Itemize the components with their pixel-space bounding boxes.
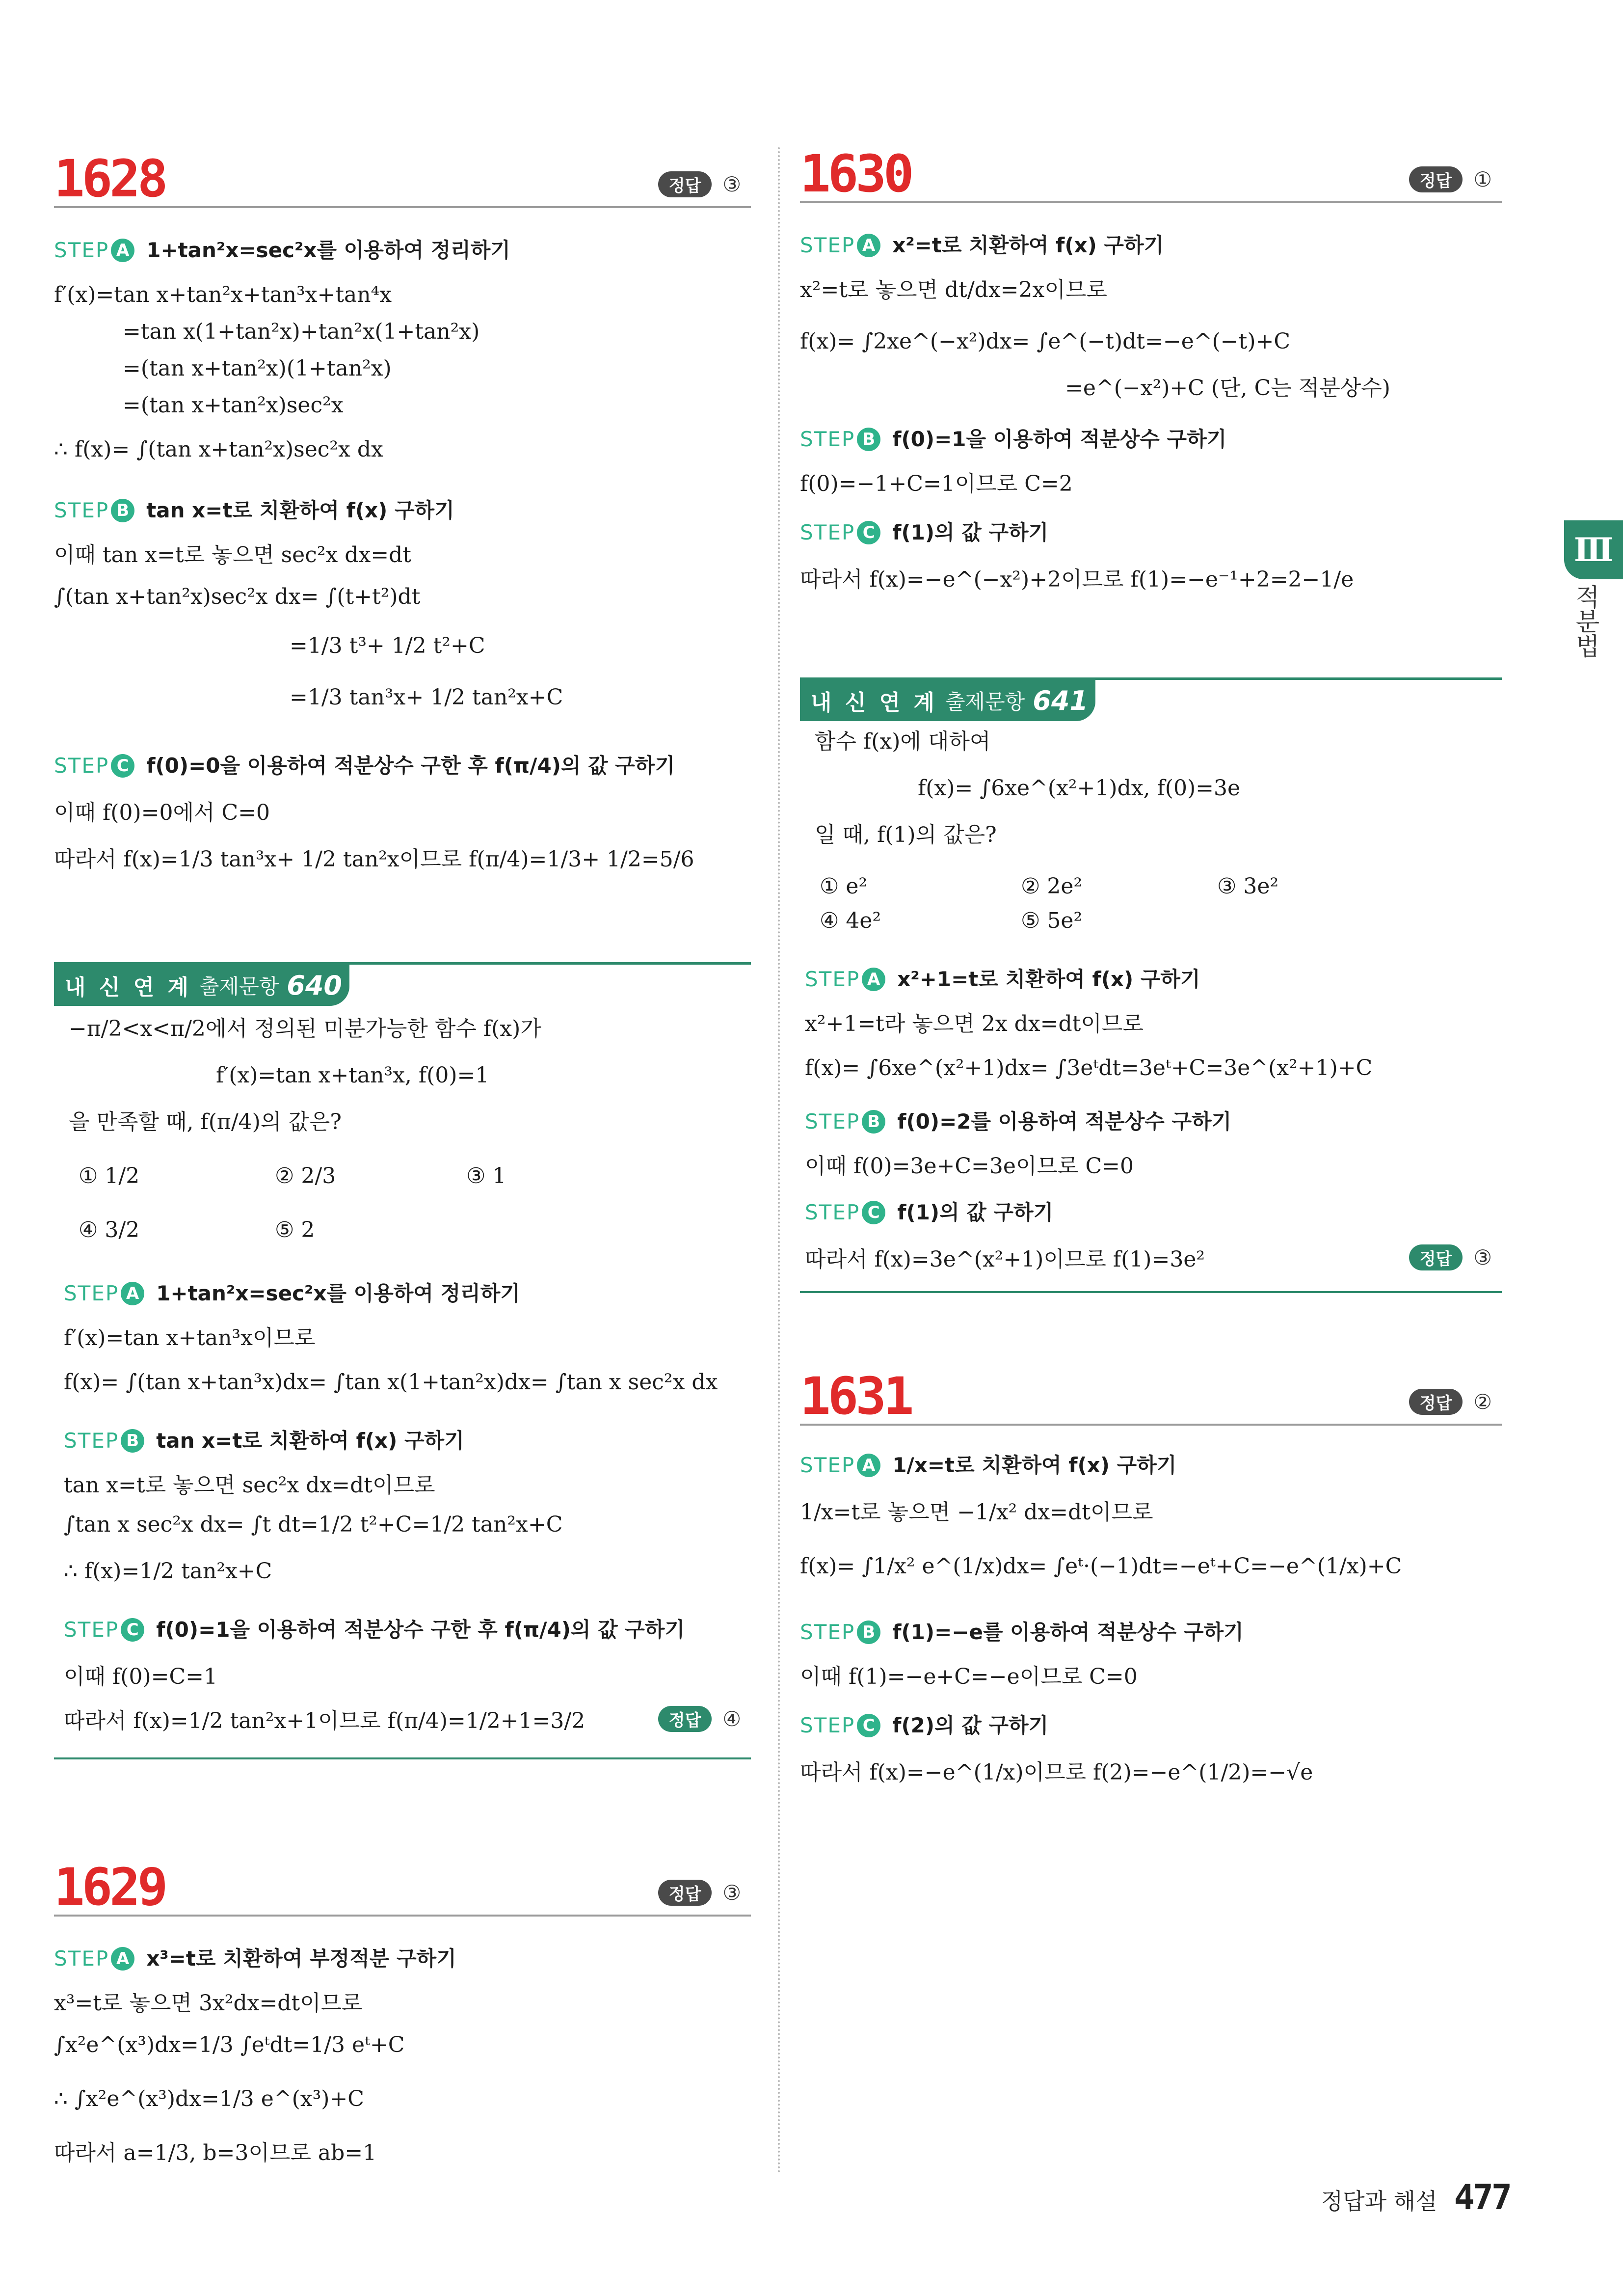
step-title: 1+tan²x=sec²x를 이용하여 정리하기 (156, 1281, 520, 1305)
step-b-heading (64, 1429, 464, 1453)
step-a-heading (64, 1281, 520, 1306)
answer-value: ③ (722, 172, 741, 196)
step-label: STEP (54, 238, 109, 262)
step-label: STEP (64, 1618, 119, 1642)
step-b-heading (800, 427, 1226, 452)
equation-line: 1/x=t로 놓으면 −1/x² dx=dt이므로 (800, 1500, 1153, 1525)
step-title: tan x=t로 치환하여 f(x) 구하기 (146, 498, 454, 522)
step-letter-badge: B (857, 1621, 880, 1644)
step-label: STEP (800, 1713, 855, 1737)
problem-1630 (800, 144, 1502, 592)
step-c-heading (54, 754, 675, 778)
answer-badge: 정답 (1409, 1389, 1463, 1415)
answer-indicator (1409, 1389, 1492, 1415)
equation-line: ∴ f(x)=1/2 tan²x+C (64, 1559, 272, 1584)
banner-number: 640 (287, 970, 343, 1001)
step-title: x²=t로 치환하여 f(x) 구하기 (892, 233, 1164, 257)
problem-number: 1629 (54, 1857, 165, 1917)
question-line: f′(x)=tan x+tan³x, f(0)=1 (216, 1063, 489, 1088)
answer-indicator (658, 1880, 741, 1906)
related-problem-banner (800, 677, 1502, 729)
step-letter-badge: A (121, 1282, 144, 1305)
problem-header (800, 1365, 1502, 1426)
related-problem-banner (54, 962, 751, 1014)
answer-indicator (658, 171, 741, 197)
equation-line: 이때 f(0)=C=1 (64, 1664, 217, 1689)
choice-3[interactable]: ③ 3e² (1217, 874, 1279, 899)
related-problem-640 (54, 962, 751, 1777)
step-label: STEP (54, 1946, 109, 1971)
choice-3[interactable]: ③ 1 (466, 1163, 506, 1189)
step-title: 1/x=t로 치환하여 f(x) 구하기 (892, 1453, 1177, 1477)
answer-badge: 정답 (658, 171, 712, 197)
equation-line: 따라서 f(x)=1/3 tan³x+ 1/2 tan²x이므로 f(π/4)=1/3+ 1/2=5/6 (54, 847, 694, 872)
answer-value: ② (1473, 1390, 1492, 1414)
step-b-heading (805, 1109, 1231, 1134)
equation-line: ∫x²e^(x³)dx=1/3 ∫eᵗdt=1/3 eᵗ+C (54, 2032, 405, 2057)
equation-line: =e^(−x²)+C (단, C는 적분상수) (1065, 376, 1390, 401)
equation-line: x²+1=t라 놓으면 2x dx=dt이므로 (805, 1011, 1144, 1036)
question-line: 을 만족할 때, f(π/4)의 값은? (69, 1109, 342, 1134)
footer-label: 정답과 해설 (1321, 2188, 1437, 2215)
choice-4[interactable]: ④ 3/2 (79, 1217, 140, 1243)
step-title: f(0)=1을 이용하여 적분상수 구한 후 f(π/4)의 값 구하기 (156, 1618, 685, 1642)
answer-value: ④ (722, 1707, 741, 1731)
equation-line: 이때 tan x=t로 놓으면 sec²x dx=dt (54, 542, 411, 567)
step-letter-badge: B (857, 428, 880, 451)
equation-line: f(0)=−1+C=1이므로 C=2 (800, 471, 1073, 496)
step-label: STEP (805, 967, 860, 991)
equation-line: f(x)= ∫2xe^(−x²)dx= ∫e^(−t)dt=−e^(−t)+C (800, 329, 1291, 354)
column-divider (778, 147, 780, 2175)
step-letter-badge: C (862, 1201, 885, 1224)
equation-line: ∫tan x sec²x dx= ∫t dt=1/2 t²+C=1/2 tan²x+C (64, 1512, 563, 1537)
banner-number: 641 (1033, 685, 1089, 716)
step-label: STEP (800, 520, 855, 544)
step-title: f(0)=0을 이용하여 적분상수 구한 후 f(π/4)의 값 구하기 (146, 754, 675, 778)
step-title: f(0)=1을 이용하여 적분상수 구하기 (892, 427, 1227, 451)
choice-5[interactable]: ⑤ 2 (275, 1217, 315, 1243)
equation-line: =1/3 tan³x+ 1/2 tan²x+C (290, 685, 563, 710)
equation-line: ∴ f(x)= ∫(tan x+tan²x)sec²x dx (54, 437, 383, 462)
step-letter-badge: C (857, 521, 880, 544)
equation-line: ∴ ∫x²e^(x³)dx=1/3 e^(x³)+C (54, 2086, 364, 2111)
step-title: f(1)의 값 구하기 (892, 520, 1049, 544)
equation-line: f′(x)=tan x+tan³x이므로 (64, 1325, 316, 1351)
problem-header (54, 1856, 751, 1917)
step-title: 1+tan²x=sec²x를 이용하여 정리하기 (146, 238, 510, 262)
page-footer (1321, 2177, 1510, 2217)
step-label: STEP (800, 1453, 855, 1477)
equation-line: x²=t로 놓으면 dt/dx=2x이므로 (800, 277, 1107, 302)
equation-line: f(x)= ∫1/x² e^(1/x)dx= ∫eᵗ·(−1)dt=−eᵗ+C=−e^(1/x)+C (800, 1554, 1402, 1579)
related-problem-641 (800, 677, 1502, 1463)
step-title: x²+1=t로 치환하여 f(x) 구하기 (897, 967, 1200, 991)
step-letter-badge: B (111, 499, 134, 522)
step-title: f(1)=−e를 이용하여 적분상수 구하기 (892, 1620, 1244, 1644)
step-label: STEP (64, 1429, 119, 1453)
related-problem-tab (54, 965, 349, 1006)
step-c-heading (805, 1200, 1053, 1225)
answer-value: ① (1473, 167, 1492, 191)
equation-line: =tan x(1+tan²x)+tan²x(1+tan²x) (123, 319, 480, 344)
equation-line: f(x)= ∫(tan x+tan³x)dx= ∫tan x(1+tan²x)dx= ∫tan x sec²x dx (64, 1370, 718, 1395)
equation-line: f′(x)=tan x+tan²x+tan³x+tan⁴x (54, 282, 392, 307)
banner-subtitle: 출제문항 (945, 690, 1025, 714)
answer-badge: 정답 (1409, 1244, 1463, 1270)
answer-indicator (1409, 1244, 1492, 1270)
chapter-label: 적분법 (1571, 584, 1600, 658)
problem-header (800, 144, 1502, 204)
answer-value: ③ (722, 1881, 741, 1905)
banner-title: 내 신 연 계 (811, 690, 937, 715)
problem-number: 1631 (800, 1366, 911, 1426)
question-line: 함수 f(x)에 대하여 (815, 729, 991, 754)
step-a-heading (54, 238, 510, 263)
equation-line: =1/3 t³+ 1/2 t²+C (290, 633, 485, 658)
answer-value: ③ (1473, 1245, 1492, 1270)
step-letter-badge: A (857, 1454, 880, 1477)
banner-subtitle: 출제문항 (199, 974, 279, 999)
step-label: STEP (54, 498, 109, 522)
equation-line: 따라서 f(x)=3e^(x²+1)이므로 f(1)=3e² (805, 1247, 1205, 1272)
step-title: f(1)의 값 구하기 (897, 1200, 1054, 1224)
step-b-heading (800, 1620, 1244, 1645)
step-title: f(2)의 값 구하기 (892, 1713, 1049, 1737)
related-problem-tab (800, 680, 1095, 721)
equation-line: 이때 f(1)=−e+C=−e이므로 C=0 (800, 1664, 1138, 1689)
problem-header (54, 147, 751, 208)
step-letter-badge: A (862, 968, 885, 991)
step-label: STEP (64, 1281, 119, 1305)
step-letter-badge: C (857, 1714, 880, 1737)
step-c-heading (800, 520, 1048, 545)
equation-line: 따라서 f(x)=−e^(−x²)+2이므로 f(1)=−e⁻¹+2=2−1/e (800, 567, 1354, 592)
question-line: 일 때, f(1)의 값은? (815, 822, 997, 847)
choice-4[interactable]: ④ 4e² (820, 908, 881, 933)
answer-indicator (658, 1706, 741, 1732)
step-letter-badge: B (121, 1429, 144, 1453)
problem-1629 (54, 1856, 751, 2165)
equation-line: 따라서 f(x)=1/2 tan²x+1이므로 f(π/4)=1/2+1=3/2 (64, 1708, 585, 1733)
answer-badge: 정답 (658, 1706, 712, 1732)
step-a-heading (54, 1946, 456, 1971)
problem-number: 1628 (54, 149, 165, 209)
step-label: STEP (54, 754, 109, 778)
page-number: 477 (1454, 2177, 1510, 2217)
section-end-rule (54, 1757, 751, 1759)
step-letter-badge: C (121, 1618, 144, 1642)
chapter-tab[interactable]: Ⅲ (1564, 520, 1623, 579)
answer-badge: 정답 (1409, 166, 1463, 192)
equation-line: x³=t로 놓으면 3x²dx=dt이므로 (54, 1991, 363, 2016)
step-label: STEP (800, 1620, 855, 1644)
step-b-heading (54, 498, 454, 523)
problem-1631 (800, 1365, 1502, 1785)
equation-line: =(tan x+tan²x)(1+tan²x) (123, 356, 392, 381)
step-a-heading (800, 1453, 1176, 1478)
equation-line: =(tan x+tan²x)sec²x (123, 393, 344, 418)
problem-1628 (54, 147, 751, 872)
step-title: tan x=t로 치환하여 f(x) 구하기 (156, 1429, 464, 1453)
equation-line: f(x)= ∫6xe^(x²+1)dx= ∫3eᵗdt=3eᵗ+C=3e^(x²+1)+C (805, 1055, 1373, 1080)
step-c-heading (800, 1713, 1048, 1738)
step-title: f(0)=2를 이용하여 적분상수 구하기 (897, 1109, 1232, 1134)
choice-2[interactable]: ② 2e² (1021, 874, 1083, 899)
choice-5[interactable]: ⑤ 5e² (1021, 908, 1083, 933)
answer-indicator (1409, 166, 1492, 192)
step-a-heading (800, 233, 1164, 258)
step-title: x³=t로 치환하여 부정적분 구하기 (146, 1946, 456, 1971)
step-label: STEP (805, 1109, 860, 1134)
equation-line: 따라서 a=1/3, b=3이므로 ab=1 (54, 2140, 377, 2165)
equation-line: 이때 f(0)=3e+C=3e이므로 C=0 (805, 1154, 1134, 1179)
choice-1[interactable]: ① e² (820, 874, 868, 899)
equation-line: 따라서 f(x)=−e^(1/x)이므로 f(2)=−e^(1/2)=−√e (800, 1760, 1313, 1785)
equation-line: tan x=t로 놓으면 sec²x dx=dt이므로 (64, 1473, 435, 1498)
question-line: f(x)= ∫6xe^(x²+1)dx, f(0)=3e (918, 776, 1241, 801)
step-label: STEP (805, 1200, 860, 1224)
step-a-heading (805, 967, 1200, 992)
answer-badge: 정답 (658, 1880, 712, 1906)
step-letter-badge: A (111, 1947, 134, 1971)
choice-1[interactable]: ① 1/2 (79, 1163, 140, 1189)
step-letter-badge: B (862, 1110, 885, 1134)
step-c-heading (64, 1618, 685, 1642)
step-label: STEP (800, 233, 855, 257)
problem-number: 1630 (800, 144, 911, 204)
step-label: STEP (800, 427, 855, 451)
banner-title: 내 신 연 계 (65, 975, 191, 1000)
choice-2[interactable]: ② 2/3 (275, 1163, 336, 1189)
step-letter-badge: C (111, 754, 134, 778)
equation-line: ∫(tan x+tan²x)sec²x dx= ∫(t+t²)dt (54, 584, 421, 609)
step-letter-badge: A (111, 239, 134, 262)
section-end-rule (800, 1291, 1502, 1293)
step-letter-badge: A (857, 234, 880, 257)
question-line: −π/2<x<π/2에서 정의된 미분가능한 함수 f(x)가 (69, 1016, 541, 1041)
equation-line: 이때 f(0)=0에서 C=0 (54, 800, 270, 825)
